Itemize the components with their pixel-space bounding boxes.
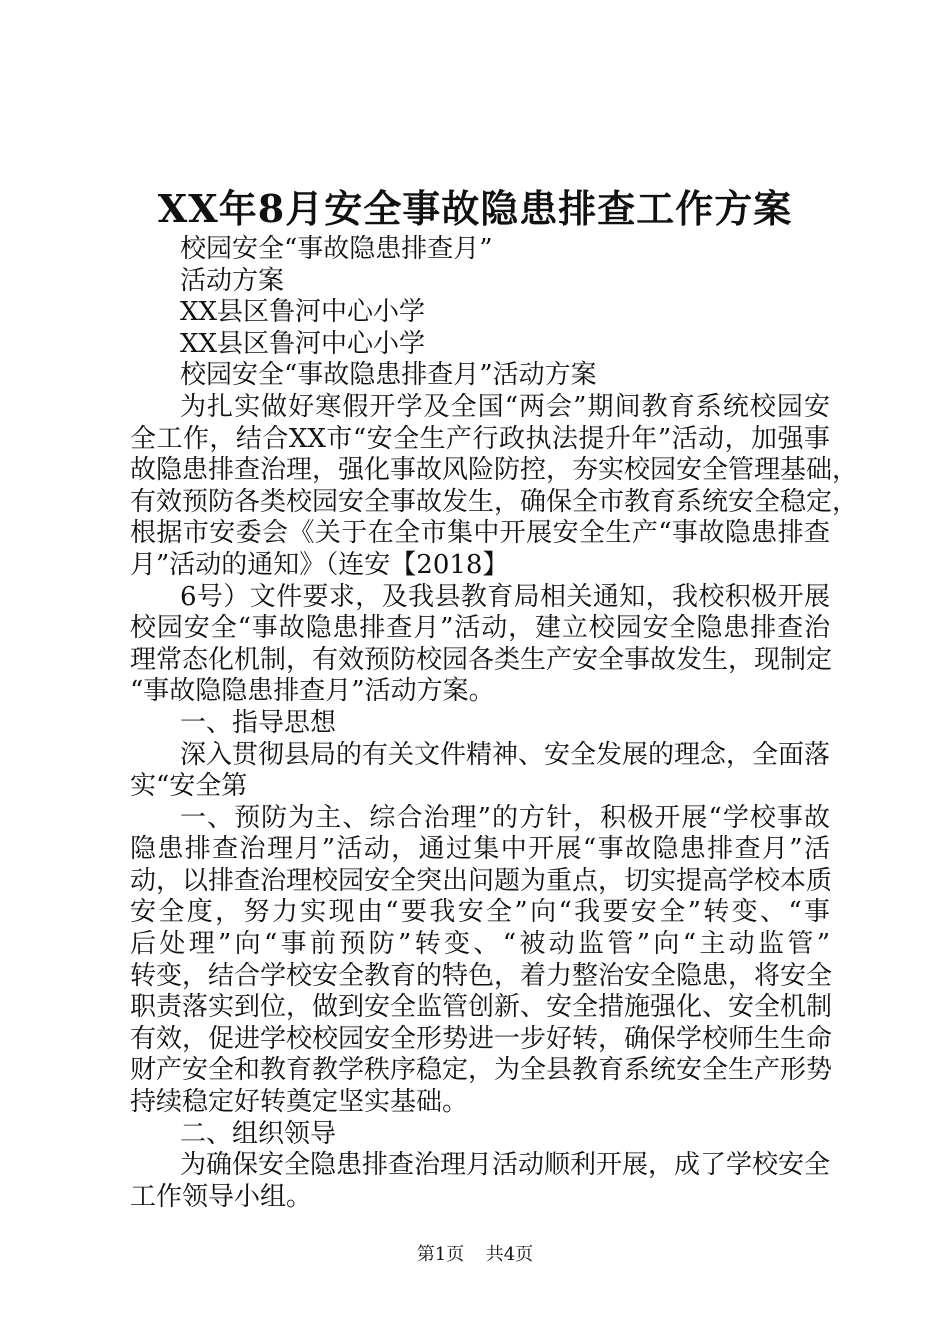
body-line: 持续稳定好转奠定坚实基础。 [130,1087,469,1118]
body-line: 一、指导思想 [180,707,337,738]
body-line: 有效预防各类校园安全事故发生，确保全市教育系统安全稳定， [130,486,859,517]
body-line: 深入贯彻县局的有关文件精神、安全发展的理念，全面落 [180,739,831,770]
body-line: 全工作，结合XX市“安全生产行政执法提升年”活动，加强事 [130,423,830,454]
body-line: 校园安全“事故隐患排查月” [180,234,493,264]
body-line: 校园安全“事故隐患排查月”活动方案 [180,360,597,391]
body-line: 转变，结合学校安全教育的特色，着力整治安全隐患，将安全 [130,960,833,991]
body-line: 为确保安全隐患排查治理月活动顺利开展，成了学校安全 [180,1150,831,1181]
body-line: 动，以排查治理校园安全突出问题为重点，切实提高学校本质 [130,865,833,896]
body-line: 月”活动的通知》（连安【2018】 [130,549,509,580]
body-line: 故隐患排查治理，强化事故风险防控，夯实校园安全管理基础， [130,455,859,486]
body-line: 校园安全“事故隐患排查月”活动，建立校园安全隐患排查治 [130,613,830,644]
page-footer [0,1243,950,1267]
body-line: 活动方案 [180,265,285,296]
document-body [130,234,859,1213]
body-line: 安全度，努力实现由“要我安全”向“我要安全”转变、“事 [130,897,830,928]
body-line: 后处理”向“事前预防”转变、“被动监管”向“主动监管” [130,929,830,960]
body-line: 财产安全和教育教学秩序稳定，为全县教育系统安全生产形势 [130,1055,833,1086]
body-line: 6号）文件要求，及我县教育局相关通知，我校积极开展 [180,581,830,612]
body-line: 二、组织领导 [180,1118,337,1149]
body-line: “事故隐隐患排查月”活动方案。 [130,676,495,707]
body-line: 根据市安委会《关于在全市集中开展安全生产“事故隐患排查 [130,518,830,549]
document-title: XX年8月安全事故隐患排查工作方案 [157,186,793,231]
body-line: XX县区鲁河中心小学 [180,297,426,328]
body-line: 职责落实到位，做到安全监管创新、安全措施强化、安全机制 [130,992,833,1023]
body-line: 工作领导小组。 [130,1181,313,1212]
body-line: 实“安全第 [130,771,248,802]
body-line: 一、预防为主、综合治理”的方针，积极开展“学校事故 [180,802,830,833]
body-line: 隐患排查治理月”活动，通过集中开展“事故隐患排查月”活 [130,834,830,865]
body-line: 为扎实做好寒假开学及全国“两会”期间教育系统校园安 [180,391,830,422]
page-number: 第1页 [416,1244,465,1265]
page-total: 共4页 [485,1244,534,1265]
body-line: 有效，促进学校校园安全形势进一步好转，确保学校师生生命 [130,1023,833,1054]
body-line: XX县区鲁河中心小学 [180,328,426,359]
body-line: 理常态化机制，有效预防校园各类生产安全事故发生，现制定 [130,644,833,675]
